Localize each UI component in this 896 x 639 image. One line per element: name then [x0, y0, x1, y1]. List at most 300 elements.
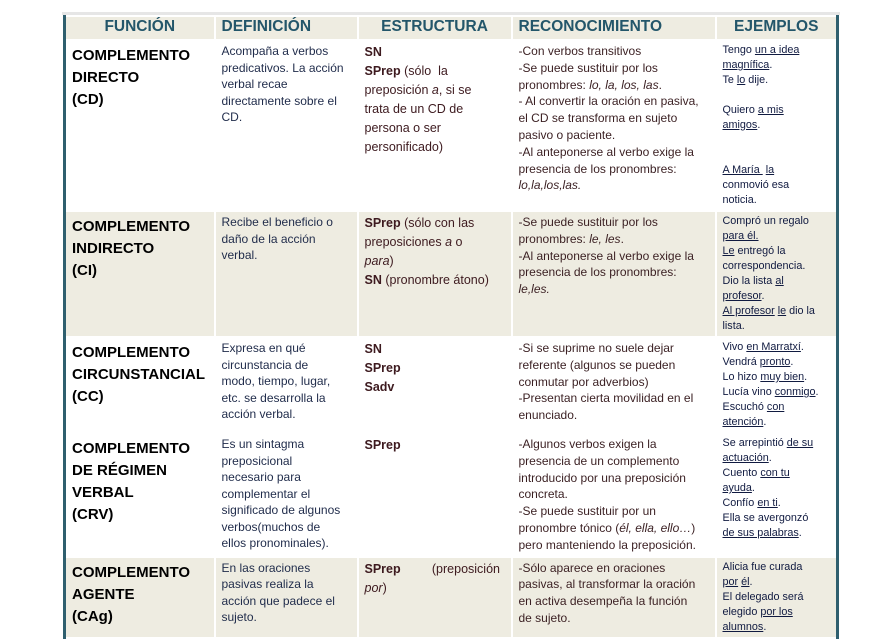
text-segment: ellos pronominales).	[221, 536, 329, 550]
text-segment: muy bien	[760, 371, 805, 383]
text-line	[222, 519, 351, 536]
text-segment: .	[620, 231, 624, 246]
text-line	[519, 93, 709, 110]
text-segment: enunciado.	[518, 408, 578, 423]
text-segment: , si se	[438, 83, 472, 97]
text-segment: SPrep	[364, 438, 401, 452]
text-line	[222, 576, 351, 593]
text-segment: SPrep	[364, 216, 401, 230]
text-segment: SN	[364, 45, 382, 59]
cell-definicion	[215, 211, 358, 337]
text-line	[222, 390, 351, 407]
text-line	[519, 537, 709, 554]
text-segment: al	[775, 275, 784, 287]
text-segment: Recibe el beneficio o	[221, 215, 333, 229]
text-segment: Vivo	[722, 341, 747, 353]
text-line	[222, 436, 351, 453]
text-segment: )	[691, 520, 696, 535]
text-segment: Lo hizo	[722, 371, 761, 383]
text-segment: )	[382, 580, 387, 595]
cell-definicion	[215, 337, 358, 433]
text-line	[222, 60, 351, 77]
text-line	[723, 436, 831, 451]
text-segment: trata de un CD de	[364, 102, 464, 116]
cell-ejemplos	[716, 211, 838, 337]
text-line	[519, 231, 709, 248]
text-line	[723, 560, 831, 575]
text-segment: conmigo	[774, 386, 816, 398]
text-segment: .	[763, 416, 767, 428]
text-segment: en ti	[757, 497, 778, 509]
text-segment: -Se puede sustituir por los	[518, 60, 658, 75]
text-line	[222, 535, 351, 552]
text-line	[723, 451, 831, 466]
text-line	[519, 560, 709, 577]
text-segment: directamente sobre el	[221, 93, 337, 108]
funcion-line: COMPLEMENTO	[72, 440, 191, 457]
text-segment: acción que padece el	[221, 593, 335, 608]
text-line	[519, 281, 709, 298]
table-row	[65, 557, 838, 638]
text-segment: alumnos	[722, 620, 764, 633]
text-line	[519, 520, 709, 537]
text-segment: -Al anteponerse al verbo exige la	[518, 144, 694, 159]
cell-ejemplos	[716, 337, 838, 433]
funcion-line: COMPLEMENTO	[72, 563, 191, 581]
text-line	[723, 400, 831, 415]
cell-funcion	[65, 557, 215, 638]
text-line	[365, 100, 505, 119]
table-row	[65, 337, 838, 433]
text-line	[222, 406, 351, 423]
text-line	[365, 62, 505, 81]
text-line	[519, 390, 709, 407]
text-line	[519, 503, 709, 520]
text-segment: presencia de los pronombres:	[518, 161, 677, 176]
text-segment: -Si se suprime no suele dejar	[518, 341, 674, 355]
text-line	[519, 177, 709, 194]
text-segment: el CD se transforma en sujeto	[518, 111, 678, 126]
text-segment: SPrep	[364, 361, 401, 375]
text-line	[723, 193, 831, 208]
syntax-functions-table	[63, 15, 839, 639]
cell-funcion	[65, 337, 215, 433]
text-line	[365, 119, 505, 138]
header-ejemplos: EJEMPLOS	[716, 16, 838, 40]
text-line	[222, 486, 351, 503]
text-segment: significado de algunos	[221, 503, 341, 517]
cell-reconocimiento	[512, 211, 716, 337]
text-segment: él, ella, ello…	[619, 520, 692, 535]
text-line	[723, 511, 831, 526]
text-segment: amigos	[722, 119, 758, 131]
funcion-line: AGENTE	[72, 585, 135, 603]
text-line	[723, 259, 831, 274]
text-segment: un a idea	[754, 44, 800, 56]
text-line	[723, 43, 831, 58]
text-segment: conmutar por adverbios)	[518, 374, 649, 389]
text-line	[365, 43, 505, 62]
text-line	[519, 60, 709, 77]
cell-reconocimiento	[512, 40, 716, 211]
text-line	[365, 560, 505, 579]
cell-estructura	[358, 40, 512, 211]
text-segment: Tengo	[722, 44, 755, 56]
text-segment: él	[741, 575, 750, 588]
text-segment: pronombres:	[518, 77, 590, 92]
text-segment: pasivas realiza la	[221, 577, 314, 592]
text-line	[723, 605, 831, 620]
text-line	[365, 252, 505, 271]
text-segment: para él.	[722, 230, 759, 242]
text-line	[723, 319, 831, 334]
text-line	[222, 340, 351, 357]
text-segment: En las oraciones	[221, 560, 311, 575]
text-segment: (sólo la	[400, 64, 448, 78]
text-segment: -Al anteponerse al verbo exige la	[518, 248, 694, 263]
text-segment: .	[763, 620, 767, 633]
text-line	[519, 374, 709, 391]
funcion-line: CIRCUNSTANCIAL	[72, 366, 206, 383]
text-segment: concreta.	[518, 487, 568, 502]
text-segment: A María	[722, 164, 763, 176]
text-segment: .	[798, 527, 802, 539]
text-segment: le,les.	[518, 282, 550, 297]
text-segment: por	[364, 580, 383, 595]
text-line	[723, 73, 831, 88]
text-segment: Ella se avergonzó	[722, 512, 809, 524]
text-segment: atención	[722, 416, 764, 428]
cell-funcion	[65, 211, 215, 337]
text-segment: Escuchó	[722, 401, 767, 413]
cell-definicion	[215, 40, 358, 211]
text-line	[723, 370, 831, 385]
table-row	[65, 433, 838, 557]
text-line	[723, 214, 831, 229]
text-line	[222, 76, 351, 93]
text-line	[723, 274, 831, 289]
text-line	[723, 526, 831, 541]
text-line	[723, 133, 831, 148]
text-segment: persona o ser	[364, 121, 441, 135]
text-segment: correspondencia.	[722, 260, 806, 272]
text-segment: pronto	[759, 356, 791, 368]
text-segment: actuación	[722, 452, 769, 464]
text-line	[365, 138, 505, 157]
text-segment: noticia.	[722, 194, 757, 206]
text-segment: -Con verbos transitivos	[518, 44, 642, 58]
text-segment: .	[768, 452, 772, 464]
text-line	[723, 415, 831, 430]
text-line	[723, 178, 831, 193]
text-line	[365, 359, 505, 378]
cell-estructura	[358, 211, 512, 337]
text-segment: magnífica	[722, 59, 770, 71]
cell-reconocimiento	[512, 557, 716, 638]
text-segment: .	[815, 386, 819, 398]
text-segment: lo,la,los,las.	[518, 178, 582, 193]
text-segment: dije.	[745, 74, 769, 86]
text-segment: introducido por una preposición	[518, 470, 686, 485]
funcion-line: VERBAL	[72, 484, 134, 501]
text-line	[222, 247, 351, 264]
text-line	[519, 407, 709, 424]
text-segment: Vendrá	[722, 356, 760, 368]
funcion-line: COMPLEMENTO	[72, 47, 191, 64]
text-line	[222, 469, 351, 486]
text-segment: le	[777, 305, 787, 317]
text-segment: de su	[786, 437, 814, 449]
text-segment: .	[777, 497, 781, 509]
text-line	[519, 593, 709, 610]
text-segment: presencia de un complemento	[518, 453, 680, 468]
text-segment: de sujeto.	[518, 610, 571, 625]
text-segment: con tu	[760, 467, 790, 479]
text-segment: presencia de los pronombres:	[518, 265, 677, 280]
text-segment: verbal.	[221, 248, 258, 262]
cell-funcion	[65, 433, 215, 557]
cell-definicion	[215, 433, 358, 557]
text-segment: (preposición	[400, 561, 500, 576]
text-line	[723, 148, 831, 163]
table-row	[65, 211, 838, 337]
text-line	[723, 575, 831, 590]
text-segment: necesario para	[221, 470, 301, 484]
text-segment: .	[658, 77, 662, 92]
text-segment: (sólo con las	[400, 216, 475, 230]
text-segment: le, les	[589, 231, 621, 246]
cell-estructura	[358, 433, 512, 557]
text-segment: Acompaña a verbos	[221, 44, 329, 58]
text-segment: referente (algunos se pueden	[518, 357, 676, 372]
text-segment: SPrep	[364, 561, 401, 576]
text-line	[723, 355, 831, 370]
funcion-line: DIRECTO	[72, 69, 140, 86]
text-line	[519, 110, 709, 127]
cell-reconocimiento	[512, 337, 716, 433]
text-line	[519, 161, 709, 178]
text-segment: Te	[722, 74, 737, 86]
text-segment: .	[757, 119, 761, 131]
text-line	[519, 576, 709, 593]
cell-estructura	[358, 557, 512, 638]
text-segment: .	[800, 341, 804, 353]
text-segment: dio la	[786, 305, 815, 317]
text-line	[723, 103, 831, 118]
text-segment: circunstancia de	[221, 357, 309, 372]
text-segment: -Presentan cierta movilidad en el	[518, 391, 694, 406]
text-line	[222, 231, 351, 248]
text-segment: El delegado será	[722, 590, 804, 603]
text-segment: para	[364, 254, 390, 268]
text-line	[365, 579, 505, 598]
header-estructura: ESTRUCTURA	[358, 16, 512, 40]
text-segment: predicativos. La acción	[221, 60, 344, 75]
cell-ejemplos	[716, 433, 838, 557]
text-line	[519, 264, 709, 281]
text-segment: (pronombre átono)	[381, 273, 489, 287]
text-line	[723, 385, 831, 400]
text-segment: elegido	[722, 605, 761, 618]
text-line	[365, 81, 505, 100]
text-line	[723, 340, 831, 355]
text-segment: preposición	[364, 83, 432, 97]
text-line	[723, 481, 831, 496]
text-segment: profesor	[722, 290, 762, 302]
text-line	[222, 357, 351, 374]
text-line	[723, 163, 831, 178]
text-segment: Expresa en qué	[221, 341, 306, 355]
text-line	[519, 43, 709, 60]
text-segment: en activa desempeña la función	[518, 594, 688, 609]
text-segment: personificado)	[364, 140, 444, 154]
text-segment: sujeto.	[221, 610, 257, 625]
cell-definicion	[215, 557, 358, 638]
text-segment: Al profesor	[722, 305, 775, 317]
text-segment: .	[769, 59, 773, 71]
text-segment: etc. se desarrolla la	[221, 390, 326, 405]
cell-ejemplos	[716, 557, 838, 638]
text-line	[723, 590, 831, 605]
text-line	[222, 593, 351, 610]
header-reconocimiento: RECONOCIMIENTO	[512, 16, 716, 40]
text-line	[723, 620, 831, 635]
text-segment: preposiciones	[364, 235, 446, 249]
text-line	[222, 560, 351, 577]
text-segment: -Algunos verbos exigen la	[518, 437, 657, 451]
text-line	[222, 109, 351, 126]
text-segment: pronombres:	[518, 231, 590, 246]
text-segment: Compró un regalo	[722, 215, 809, 227]
text-segment: - Al convertir la oración en pasiva,	[518, 94, 699, 109]
text-segment: SPrep	[364, 64, 401, 78]
text-segment: lo, la, los, las	[589, 77, 659, 92]
text-segment: Lucía vino	[722, 386, 775, 398]
funcion-line: (CAg)	[72, 607, 113, 625]
text-line	[519, 144, 709, 161]
header-definicion: DEFINICIÓN	[215, 16, 358, 40]
text-segment: verbos(muchos de	[221, 519, 321, 534]
text-line	[222, 373, 351, 390]
text-segment: )	[389, 254, 394, 268]
table-row	[65, 40, 838, 211]
text-segment: .	[751, 482, 755, 494]
text-segment: pronombre tónico (	[518, 520, 620, 535]
text-line	[519, 470, 709, 487]
text-segment: Confío	[722, 497, 758, 509]
text-segment: a	[445, 235, 453, 249]
text-segment: daño de la acción	[221, 231, 316, 246]
text-segment: por	[722, 575, 739, 588]
text-segment: a mis	[757, 104, 784, 116]
funcion-line: DE RÉGIMEN	[72, 462, 168, 479]
text-line	[723, 88, 831, 103]
text-segment: pasivas, al transformar la oración	[518, 577, 696, 592]
text-line	[365, 233, 505, 252]
text-segment: Se arrepintió	[722, 437, 787, 449]
text-line	[222, 502, 351, 519]
text-segment: Quiero	[722, 104, 758, 116]
text-segment: acción verbal.	[221, 407, 296, 421]
text-segment: de sus palabras	[722, 527, 799, 539]
text-segment: verbal recae	[221, 77, 288, 91]
text-segment: pero manteniendo la preposición.	[518, 537, 696, 552]
cell-estructura	[358, 337, 512, 433]
text-line	[222, 609, 351, 626]
header-row	[65, 16, 838, 40]
text-line	[365, 214, 505, 233]
text-segment: ayuda	[722, 482, 752, 494]
text-line	[519, 77, 709, 94]
text-segment: por los	[760, 605, 793, 618]
funcion-line: COMPLEMENTO	[72, 344, 191, 361]
text-segment: .	[804, 371, 808, 383]
cell-funcion	[65, 40, 215, 211]
text-line	[222, 93, 351, 110]
text-segment: en Marratxí	[746, 341, 801, 353]
funcion-line: COMPLEMENTO	[72, 218, 191, 235]
text-segment: Cuento	[722, 467, 761, 479]
text-line	[519, 486, 709, 503]
text-segment: Es un sintagma	[221, 437, 305, 451]
text-segment: -Sólo aparece en oraciones	[518, 560, 666, 575]
text-line	[519, 436, 709, 453]
text-segment: .	[761, 290, 765, 302]
text-line	[519, 340, 709, 357]
text-line	[723, 289, 831, 304]
text-line	[365, 436, 505, 455]
text-segment: -Se puede sustituir por los	[518, 215, 658, 229]
funcion-line: INDIRECTO	[72, 240, 155, 257]
text-segment: pasivo o paciente.	[518, 127, 616, 142]
funcion-line: (CI)	[72, 262, 97, 279]
text-line	[723, 58, 831, 73]
text-segment: -Se puede sustituir por un	[518, 504, 656, 519]
text-line	[723, 496, 831, 511]
text-line	[365, 271, 505, 290]
cell-ejemplos	[716, 40, 838, 211]
text-line	[519, 127, 709, 144]
text-line	[723, 304, 831, 319]
text-line	[365, 340, 505, 359]
text-line	[519, 248, 709, 265]
text-segment: Le	[722, 245, 735, 257]
text-line	[365, 378, 505, 397]
text-line	[723, 118, 831, 133]
text-line	[222, 43, 351, 60]
text-segment: .	[790, 356, 794, 368]
text-segment: Sadv	[364, 380, 395, 394]
text-segment: SN	[364, 342, 382, 356]
text-segment: entregó la	[734, 245, 786, 257]
text-line	[222, 453, 351, 470]
text-line	[723, 466, 831, 481]
text-line	[723, 244, 831, 259]
text-segment: lista.	[722, 320, 745, 332]
text-line	[519, 453, 709, 470]
text-segment: complementar el	[221, 486, 311, 501]
text-segment: con	[766, 401, 785, 413]
text-segment: CD.	[221, 110, 243, 124]
cell-reconocimiento	[512, 433, 716, 557]
text-line	[222, 214, 351, 231]
text-segment: conmovió esa	[722, 179, 790, 191]
funcion-line: (CC)	[72, 388, 104, 405]
text-segment: o	[452, 235, 463, 249]
text-segment: modo, tiempo, lugar,	[221, 374, 331, 388]
text-segment: preposicional	[221, 453, 293, 468]
text-segment: lo	[736, 74, 746, 86]
